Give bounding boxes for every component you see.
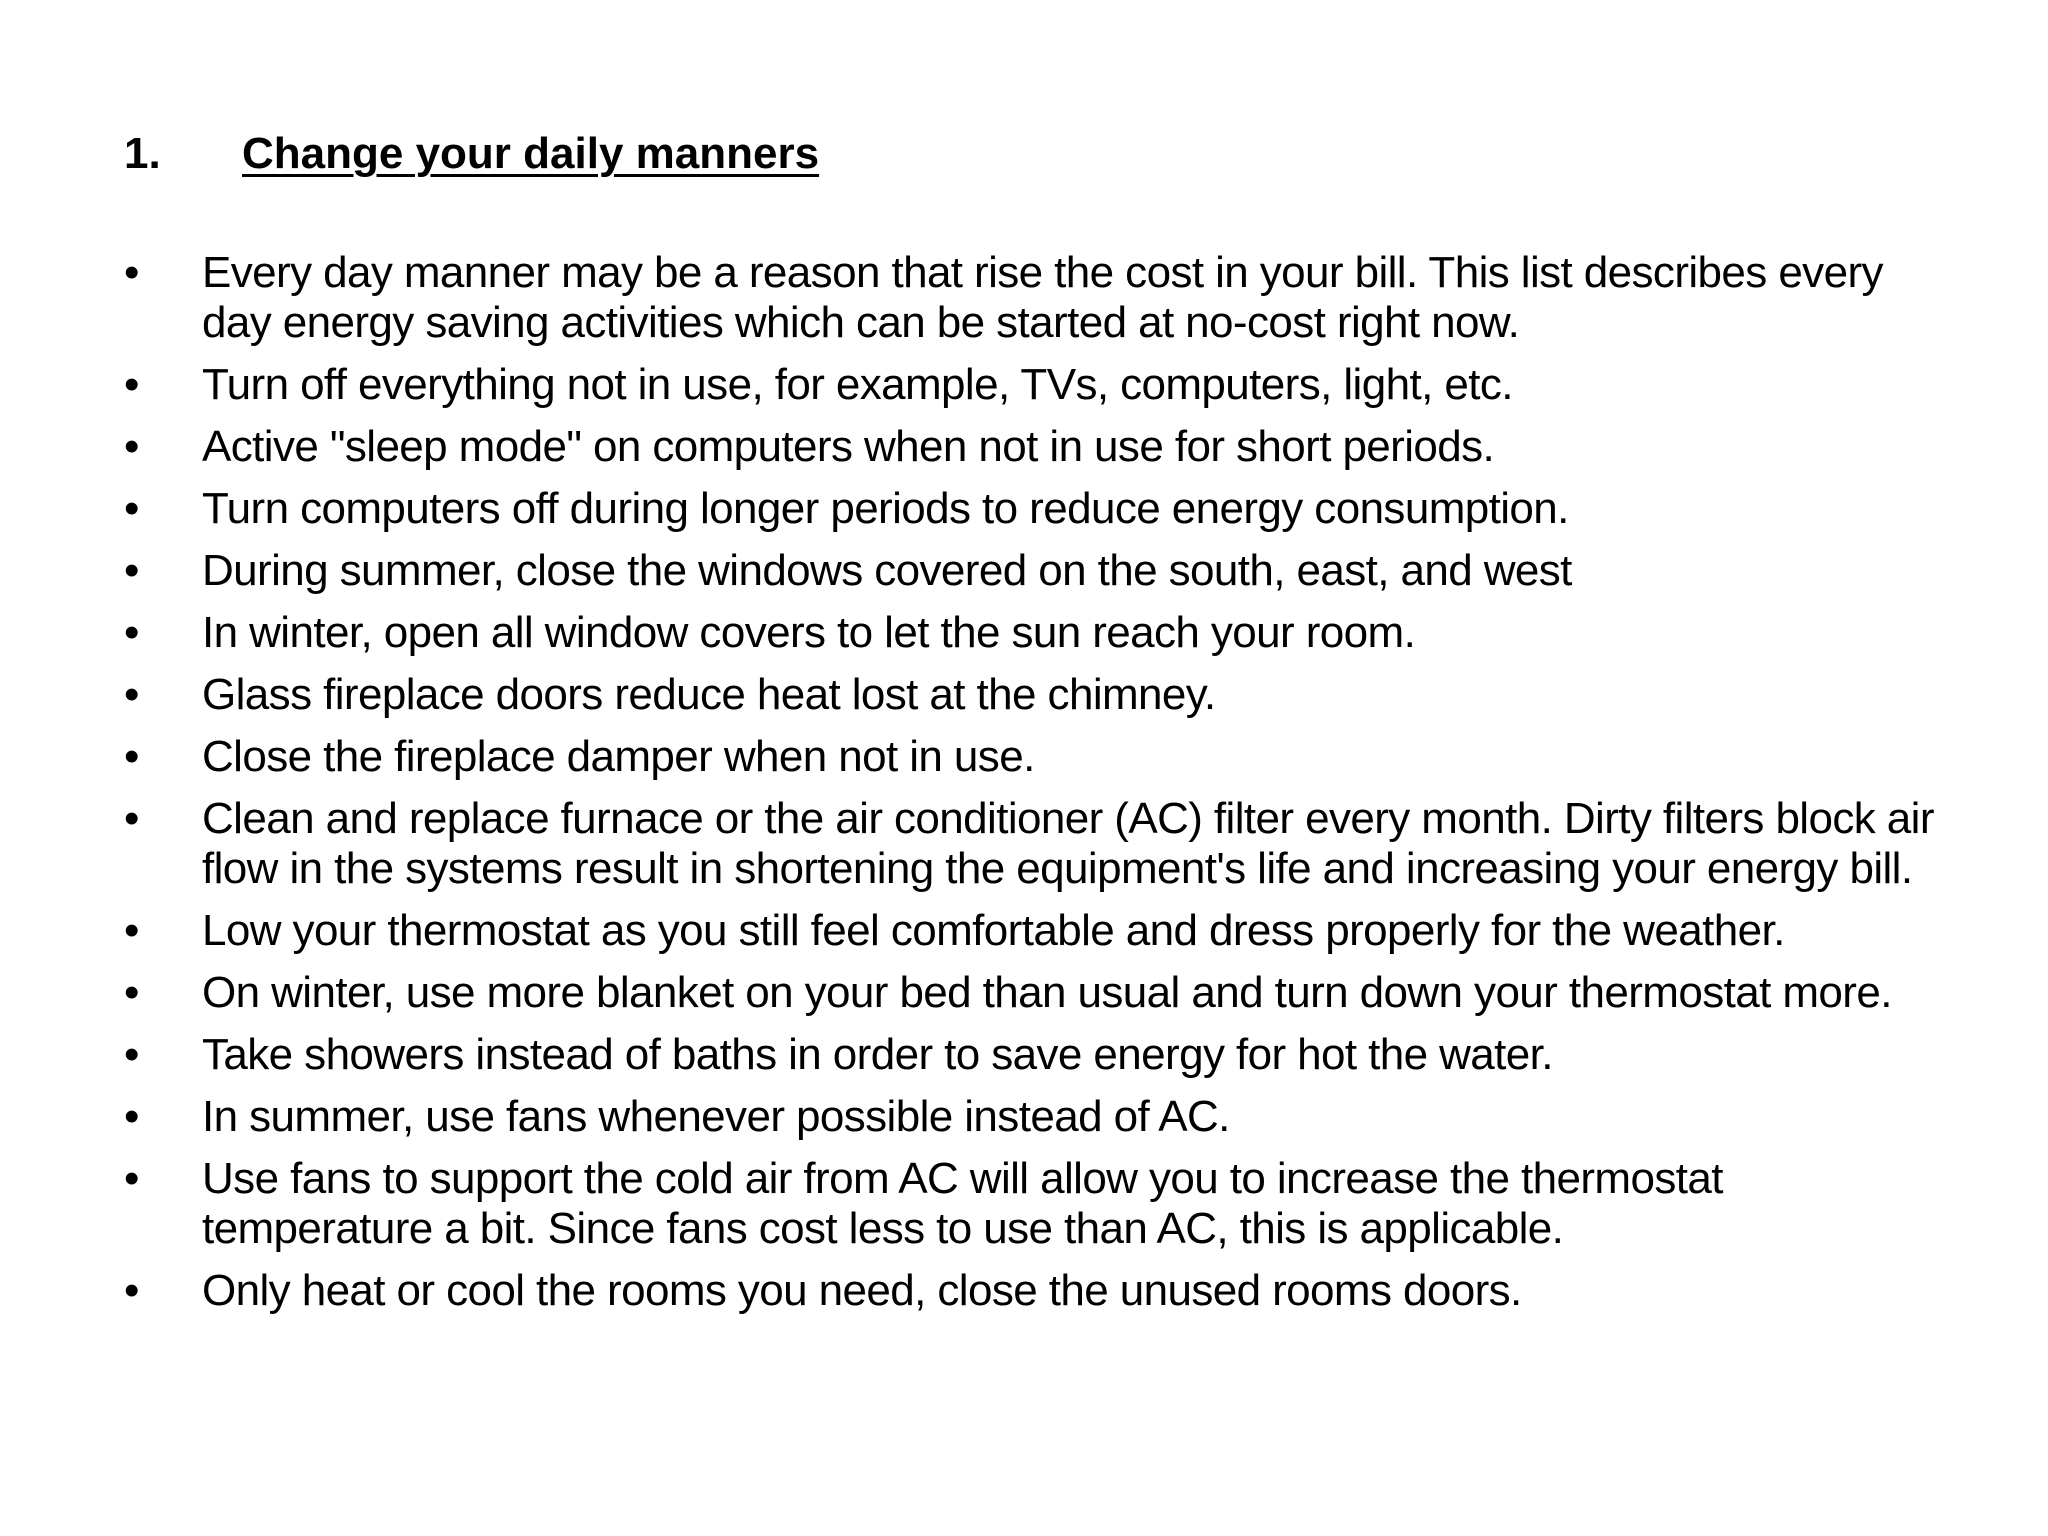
list-item (124, 360, 1944, 410)
list-item (124, 670, 1944, 720)
list-item-text: Glass fireplace doors reduce heat lost at the chimney. (202, 670, 1216, 719)
list-item-text: Turn computers off during longer periods to reduce energy consumption. (202, 484, 1569, 533)
bullet-icon: • (124, 546, 139, 595)
list-item-text: Every day manner may be a reason that rise the cost in your bill. This list describes every day energy saving activities which can be started at no-cost right now. (202, 248, 1883, 347)
list-item (124, 484, 1944, 534)
list-item (124, 968, 1944, 1018)
list-item-text: In summer, use fans whenever possible instead of AC. (202, 1092, 1230, 1141)
list-item-text: Turn off everything not in use, for example, TVs, computers, light, etc. (202, 360, 1513, 409)
list-item-text: Active "sleep mode" on computers when not in use for short periods. (202, 422, 1495, 471)
list-item (124, 1030, 1944, 1080)
list-item-text: During summer, close the windows covered on the south, east, and west (202, 546, 1572, 595)
list-item (124, 248, 1944, 348)
list-item-text: Clean and replace furnace or the air conditioner (AC) filter every month. Dirty filters block air flow in the systems result in shortening the equipment's life and increasing your energy bill. (202, 794, 1934, 893)
bullet-icon: • (124, 732, 139, 781)
bullet-icon: • (124, 1030, 139, 1079)
bullet-icon: • (124, 422, 139, 471)
list-item-text: On winter, use more blanket on your bed than usual and turn down your thermostat more. (202, 968, 1892, 1017)
list-item (124, 608, 1944, 658)
section-heading (124, 124, 819, 184)
tips-list (124, 248, 1944, 1328)
bullet-icon: • (124, 968, 139, 1017)
list-item (124, 732, 1944, 782)
list-item-text: Low your thermostat as you still feel comfortable and dress properly for the weather. (202, 906, 1785, 955)
list-item (124, 546, 1944, 596)
list-item (124, 1266, 1944, 1316)
list-item (124, 794, 1944, 894)
list-item-text: Use fans to support the cold air from AC will allow you to increase the thermostat temperature a bit. Since fans cost less to use than AC, this is applicable. (202, 1154, 1723, 1253)
list-item (124, 1154, 1944, 1254)
bullet-icon: • (124, 248, 139, 297)
bullet-icon: • (124, 794, 139, 843)
section-number: 1. (124, 129, 161, 178)
bullet-icon: • (124, 1266, 139, 1315)
section-title: Change your daily manners (242, 129, 820, 178)
list-item (124, 422, 1944, 472)
list-item-text: In winter, open all window covers to let the sun reach your room. (202, 608, 1416, 657)
list-item-text: Only heat or cool the rooms you need, close the unused rooms doors. (202, 1266, 1522, 1315)
bullet-icon: • (124, 1092, 139, 1141)
bullet-icon: • (124, 670, 139, 719)
list-item-text: Take showers instead of baths in order to save energy for hot the water. (202, 1030, 1553, 1079)
bullet-icon: • (124, 1154, 139, 1203)
bullet-icon: • (124, 608, 139, 657)
bullet-icon: • (124, 484, 139, 533)
list-item-text: Close the fireplace damper when not in use. (202, 732, 1035, 781)
bullet-icon: • (124, 360, 139, 409)
list-item (124, 906, 1944, 956)
list-item (124, 1092, 1944, 1142)
bullet-icon: • (124, 906, 139, 955)
